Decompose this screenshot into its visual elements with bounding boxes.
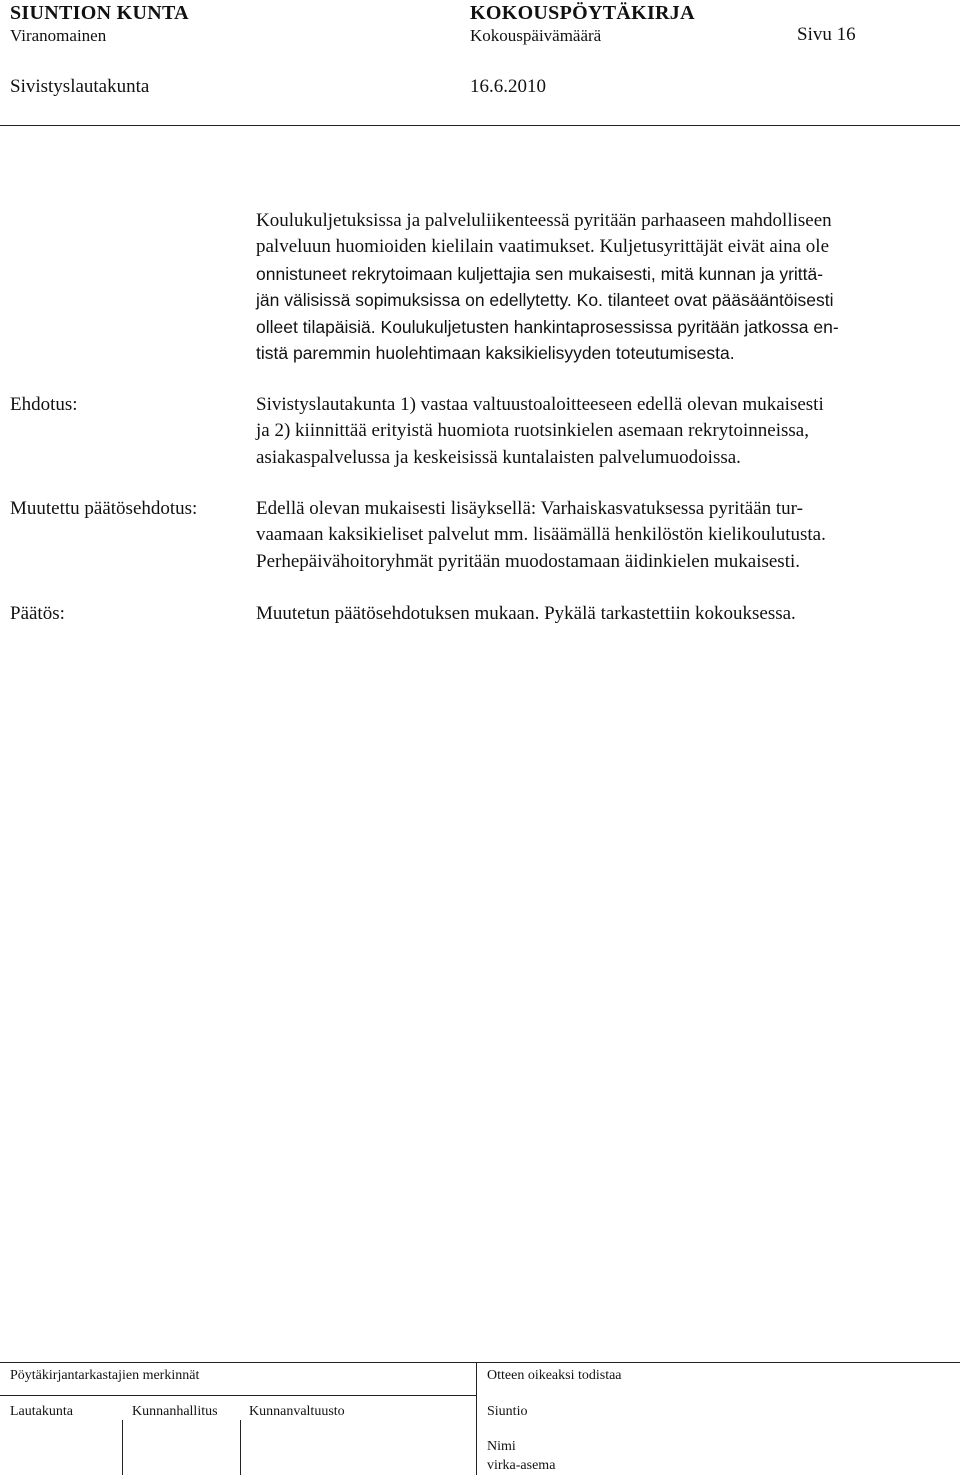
footer-top-rule: [0, 1362, 960, 1363]
header-divider: [0, 125, 960, 126]
intro-line: tistä paremmin huolehtimaan kaksikielisyyden toteutumisesta.: [256, 343, 735, 364]
checkers-label: Pöytäkirjantarkastajien merkinnät: [10, 1368, 200, 1383]
intro-line: olleet tilapäisiä. Koulukuljetusten hankintaprosessissa pyritään jatkossa en-: [256, 316, 839, 337]
muutettu-line: Edellä olevan mukaisesti lisäyksellä: Varhaiskasvatuksessa pyritään tur-: [256, 498, 803, 519]
footer-divider-col2: [240, 1420, 241, 1475]
footer-divider-main: [476, 1362, 477, 1475]
authority-label: Viranomainen: [10, 26, 107, 45]
paatos-label: Päätös:: [10, 603, 65, 624]
position-label: virka-asema: [487, 1458, 556, 1473]
footer-mid-rule: [0, 1395, 476, 1396]
ehdotus-line: ja 2) kiinnittää erityistä huomiota ruotsinkielen asemaan rekrytoinneissa,: [256, 420, 809, 442]
intro-line: palveluun huomioiden kielilain vaatimukset. Kuljetusyrittäjät eivät aina ole: [256, 236, 830, 258]
document-type: KOKOUSPÖYTÄKIRJA: [470, 2, 695, 24]
page-number: Sivu 16: [797, 24, 856, 45]
intro-paragraph: [256, 208, 956, 366]
muutettu-label: Muutettu päätösehdotus:: [10, 498, 198, 519]
ehdotus-text: [256, 392, 956, 471]
authority-name: Sivistyslautakunta: [10, 76, 150, 97]
muutettu-line: vaamaan kaksikieliset palvelut mm. lisäämällä henkilöstön kielikoulutusta.: [256, 524, 826, 546]
name-label: Nimi: [487, 1439, 516, 1454]
muutettu-text: [256, 496, 956, 575]
certified-label: Otteen oikeaksi todistaa: [487, 1368, 622, 1383]
meeting-date: 16.6.2010: [470, 76, 546, 97]
intro-line: Koulukuljetuksissa ja palveluliikenteessä pyritään parhaaseen mahdolliseen: [256, 210, 832, 231]
col-kunnanhallitus: Kunnanhallitus: [132, 1404, 218, 1419]
col-kunnanvaltuusto: Kunnanvaltuusto: [249, 1404, 345, 1419]
ehdotus-line: Sivistyslautakunta 1) vastaa valtuustoaloitteeseen edellä olevan mukaisesti: [256, 394, 824, 415]
ehdotus-label: Ehdotus:: [10, 394, 78, 415]
muutettu-line: Perhepäivähoitoryhmät pyritään muodostamaan äidinkielen mukaisesti.: [256, 550, 800, 572]
meeting-date-label: Kokouspäivämäärä: [470, 26, 602, 45]
intro-line: jän välisissä sopimuksissa on edellytetty. Ko. tilanteet ovat pääsääntöisesti: [256, 290, 834, 311]
col-lautakunta: Lautakunta: [10, 1404, 73, 1419]
paatos-line: Muutetun päätösehdotuksen mukaan. Pykälä tarkastettiin kokouksessa.: [256, 603, 796, 624]
paatos-text: [256, 601, 956, 627]
footer-divider-col1: [122, 1420, 123, 1475]
municipality-name: SIUNTION KUNTA: [10, 2, 189, 24]
intro-line: onnistuneet rekrytoimaan kuljettajia sen mukaisesti, mitä kunnan ja yrittä-: [256, 263, 824, 284]
ehdotus-line: asiakaspalvelussa ja keskeisissä kuntalaisten palvelumuodoissa.: [256, 446, 741, 468]
place: Siuntio: [487, 1404, 528, 1419]
